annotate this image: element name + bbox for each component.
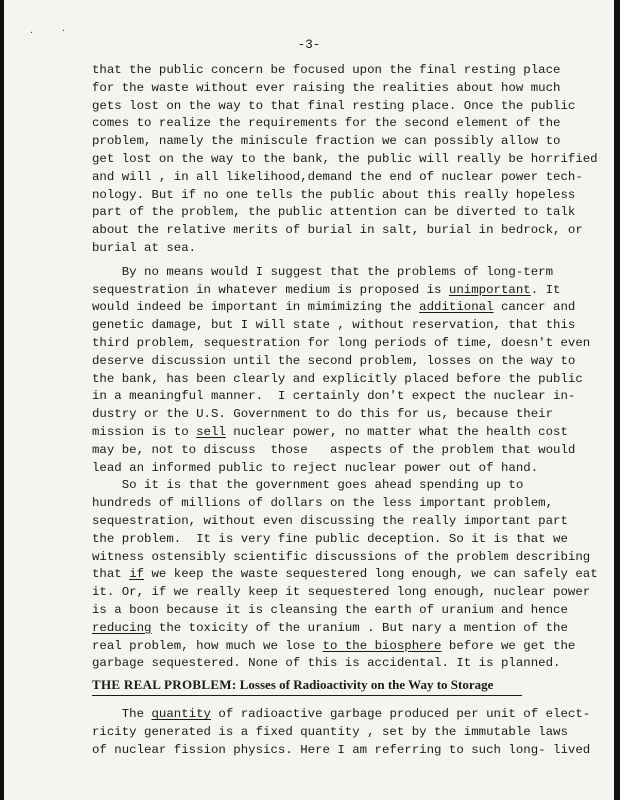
text-line: is a boon because it is cleansing the earth of uranium and hence (92, 602, 568, 617)
underlined-word: unimportant (448, 282, 531, 297)
page-number: -3- (297, 38, 321, 52)
section-heading-rest: Losses of Radioactivity on the Way to Storage (236, 677, 494, 693)
text-line: of nuclear fission physics. Here I am referring to such long- lived (92, 742, 591, 757)
text-line: would indeed be important in mimimizing the additional cancer and (92, 300, 576, 315)
underlined-word: to the biosphere (322, 638, 442, 653)
text-line: comes to realize the requirements for the second element of the (92, 116, 561, 131)
text-line: By no means would I suggest that the problems of long-term (92, 264, 554, 279)
text-line: and will , in all likelihood,demand the end of nuclear power tech- (92, 169, 583, 184)
text-line: for the waste without ever raising the realities about how much (92, 80, 561, 95)
text-line: hundreds of millions of dollars on the less important problem, (92, 496, 554, 511)
text-line: real problem, how much we lose to the biosphere before we get the (92, 638, 576, 653)
text-line: burial at sea. (92, 240, 197, 255)
text-line: garbage sequestered. None of this is accidental. It is planned. (92, 656, 561, 671)
text-line: genetic damage, but I will state , without reservation, that this (92, 318, 576, 333)
text-line: reducing the toxicity of the uranium . But nary a mention of the (92, 620, 568, 635)
text-line: the bank, has been clearly and explicitly placed before the public (92, 371, 583, 386)
section-heading (92, 675, 522, 696)
text-line: may be, not to discuss those aspects of the problem that would (92, 442, 576, 457)
text-line: get lost on the way to the bank, the public will really be horrified (92, 151, 598, 166)
underlined-word: if (129, 567, 145, 582)
text-line: sequestration, without even discussing the really important part (92, 513, 568, 528)
text-line: it. Or, if we really keep it sequestered long enough, nuclear power (92, 585, 591, 600)
text-line: about the relative merits of burial in salt, burial in bedrock, or (92, 223, 583, 238)
underlined-word: sell (196, 424, 226, 439)
text-line: nology. But if no one tells the public about this really hopeless (92, 187, 576, 202)
text-line: problem, namely the miniscule fraction we can possibly allow to (92, 134, 561, 149)
scan-speck: · (30, 28, 34, 39)
text-line: deserve discussion until the second problem, losses on the way to (92, 353, 576, 368)
underlined-word: quantity (151, 707, 211, 722)
body-text (92, 62, 598, 759)
text-line: The quantity of radioactive garbage produced per unit of elect- (92, 707, 591, 722)
text-line: dustry or the U.S. Government to do this for us, because their (92, 407, 554, 422)
text-line: sequestration in whatever medium is proposed is unimportant. It (92, 282, 561, 297)
text-line: mission is to sell nuclear power, no matter what the health cost (92, 424, 568, 439)
underlined-word: reducing (92, 620, 152, 635)
underlined-word: additional (419, 300, 494, 315)
text-line: in a meaningful manner. I certainly don't expect the nuclear in- (92, 389, 576, 404)
text-line: gets lost on the way to that final resting place. Once the public (92, 98, 576, 113)
text-line: lead an informed public to reject nuclear power out of hand. (92, 460, 539, 475)
text-line: part of the problem, the public attention can be diverted to talk (92, 205, 576, 220)
text-line: So it is that the government goes ahead spending up to (92, 478, 524, 493)
text-line: third problem, sequestration for long periods of time, doesn't even (92, 335, 591, 350)
section-heading-caps: THE REAL PROBLEM: (92, 677, 237, 693)
text-line: witness ostensibly scientific discussions of the problem describing (92, 549, 591, 564)
document-page (4, 0, 614, 800)
text-line: ricity generated is a fixed quantity , set by the immutable laws (92, 724, 568, 739)
text-line: that the public concern be focused upon the final resting place (92, 63, 561, 77)
text-line: the problem. It is very fine public deception. So it is that we (92, 531, 568, 546)
text-line: that if we keep the waste sequestered long enough, we can safely eat (92, 567, 598, 582)
scan-speck: · (62, 26, 66, 37)
